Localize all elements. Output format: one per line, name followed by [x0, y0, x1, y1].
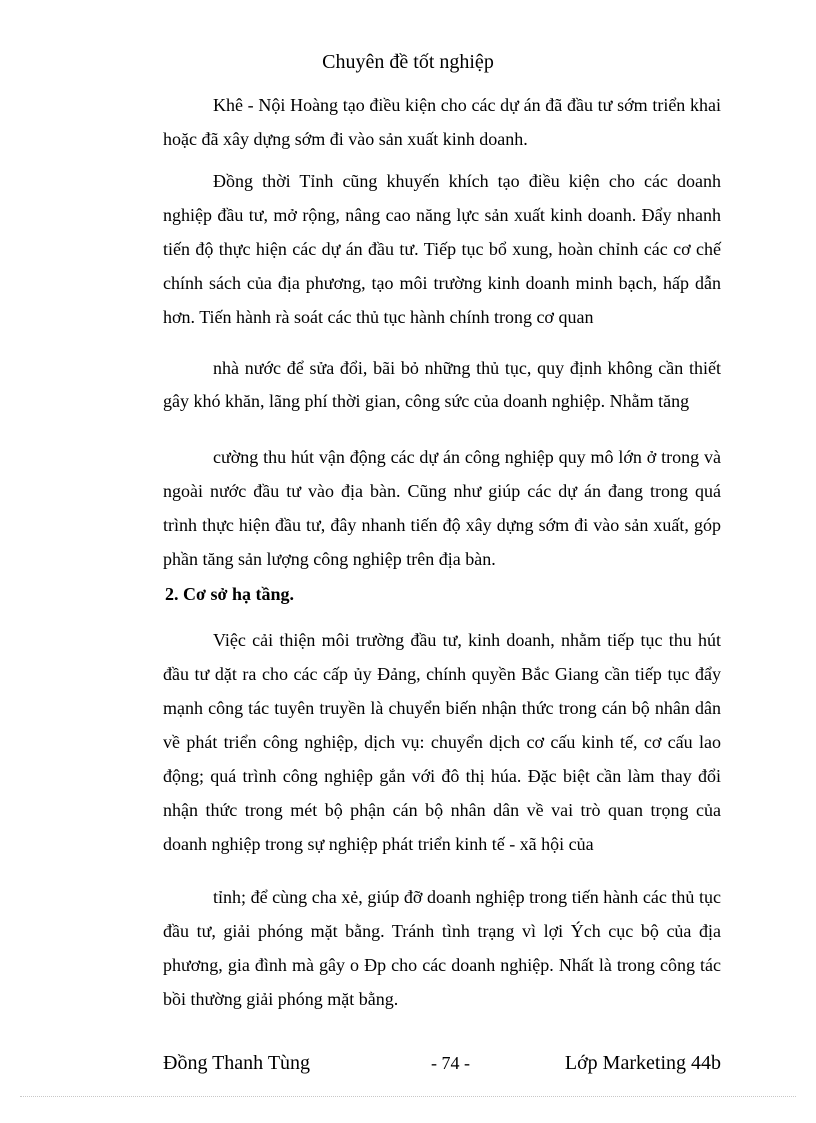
footer-page-number: - 74 -	[431, 1053, 470, 1073]
paragraph-6: tỉnh; để cùng cha xẻ, giúp đỡ doanh nghiệp trong tiến hành các thủ tục đầu tư, giải phóng mặt bằng. Tránh tình trạng vì lợi Ých cục bộ của địa phương, gia đình mà gây o Ðp cho các doanh nghiệp. Nhất là trong công tác bồi thường giải phóng mặt bằng.	[163, 887, 721, 1009]
page-footer	[163, 1048, 721, 1078]
page-header-title: Chuyên đề tốt nghiệp	[322, 51, 494, 73]
paragraph-3: nhà nước để sửa đổi, bãi bỏ những thủ tục, quy định không cần thiết gây khó khăn, lãng phí thời gian, công sức của doanh nghiệp. Nhằm tăng	[163, 358, 721, 411]
footer-author: Đồng Thanh Tùng	[163, 1052, 311, 1074]
paragraph-4: cường thu hút vận động các dự án công nghiệp quy mô lớn ở trong và ngoài nước đầu tư vào địa bàn. Cũng như giúp các dự án đang trong quá trình thực hiện đầu tư, đây nhanh tiến độ xây dựng sớm đi vào sản xuất, góp phần tăng sản lượng công nghiệp trên địa bàn.	[163, 447, 721, 569]
paragraph-2: Đồng thời Tỉnh cũng khuyến khích tạo điều kiện cho các doanh nghiệp đầu tư, mở rộng, nâng cao năng lực sản xuất kinh doanh. Đẩy nhanh tiến độ thực hiện các dự án đầu tư. Tiếp tục bổ xung, hoàn chỉnh các cơ chế chính sách của địa phương, tạo môi trường kinh doanh minh bạch, hấp dẫn hơn. Tiến hành rà soát các thủ tục hành chính trong cơ quan	[163, 171, 721, 327]
page-edge-divider	[20, 1096, 796, 1097]
paragraph-5: Việc cải thiện môi trường đầu tư, kinh doanh, nhằm tiếp tục thu hút đầu tư dặt ra cho các cấp ủy Đảng, chính quyền Bắc Giang cần tiếp tục đẩy mạnh công tác tuyên truyền là chuyển biến nhận thức trong cán bộ nhân dân về phát triển công nghiệp, dịch vụ: chuyển dịch cơ cấu kinh tế, cơ cấu lao động; quá trình công nghiệp gắn với đô thị húa. Đặc biệt cần làm thay đổi nhận thức trong mét bộ phận cán bộ nhân dân về vai trò quan trọng của doanh nghiệp trong sự nghiệp phát triển kinh tế - xã hội của	[163, 630, 721, 854]
document-body	[163, 88, 721, 1016]
footer-class-name: Lớp Marketing 44b	[564, 1052, 721, 1074]
paragraph-1: Khê - Nội Hoàng tạo điều kiện cho các dự án đã đầu tư sớm triển khai hoặc đã xây dựng sớm đi vào sản xuất kinh doanh.	[163, 95, 721, 149]
section-heading: 2. Cơ sở hạ tầng.	[165, 584, 294, 604]
